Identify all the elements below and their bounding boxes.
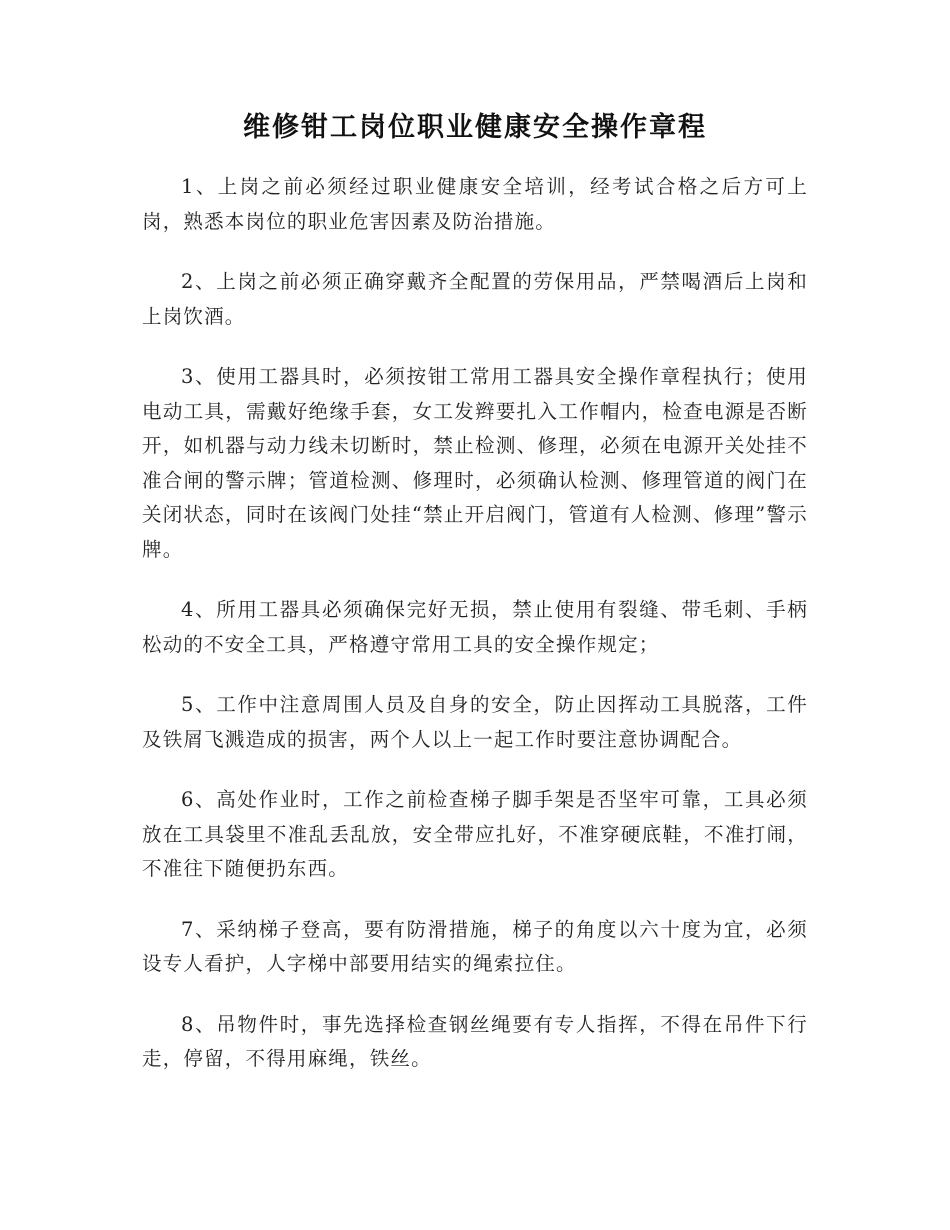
paragraph-6: 6、高处作业时，工作之前检查梯子脚手架是否坚牢可靠，工具必须放在工具袋里不准乱丢乱放，安全带应扎好，不准穿硬底鞋，不准打闹，不准往下随便扔东西。 <box>142 788 808 880</box>
paragraph-8: 8、吊物件时，事先选择检查钢丝绳要有专人指挥，不得在吊件下行走，停留，不得用麻绳，铁丝。 <box>142 1012 808 1070</box>
paragraph-2: 2、上岗之前必须正确穿戴齐全配置的劳保用品，严禁喝酒后上岗和上岗饮酒。 <box>142 270 808 328</box>
document-title: 维修钳工岗位职业健康安全操作章程 <box>243 112 707 143</box>
paragraph-4: 4、所用工器具必须确保完好无损，禁止使用有裂缝、带毛刺、手柄松动的不安全工具，严格遵守常用工具的安全操作规定； <box>142 598 808 656</box>
paragraph-7: 7、采纳梯子登高，要有防滑措施，梯子的角度以六十度为宜，必须设专人看护，人字梯中部要用结实的绳索拉住。 <box>142 917 808 975</box>
paragraph-1: 1、上岗之前必须经过职业健康安全培训，经考试合格之后方可上岗，熟悉本岗位的职业危害因素及防治措施。 <box>142 175 808 233</box>
paragraph-5: 5、工作中注意周围人员及自身的安全，防止因挥动工具脱落，工件及铁屑飞溅造成的损害，两个人以上一起工作时要注意协调配合。 <box>142 693 808 751</box>
paragraph-3: 3、使用工器具时，必须按钳工常用工器具安全操作章程执行；使用电动工具，需戴好绝缘手套，女工发辫要扎入工作帽内，检查电源是否断开，如机器与动力线未切断时，禁止检测、修理，必须在电源开关处挂不准合闸的警示牌；管道检测、修理时，必须确认检测、修理管道的阀门在关闭状态，同时在该阀门处挂“禁止开启阀门，管道有人检测、修理”警示牌。 <box>142 365 808 561</box>
